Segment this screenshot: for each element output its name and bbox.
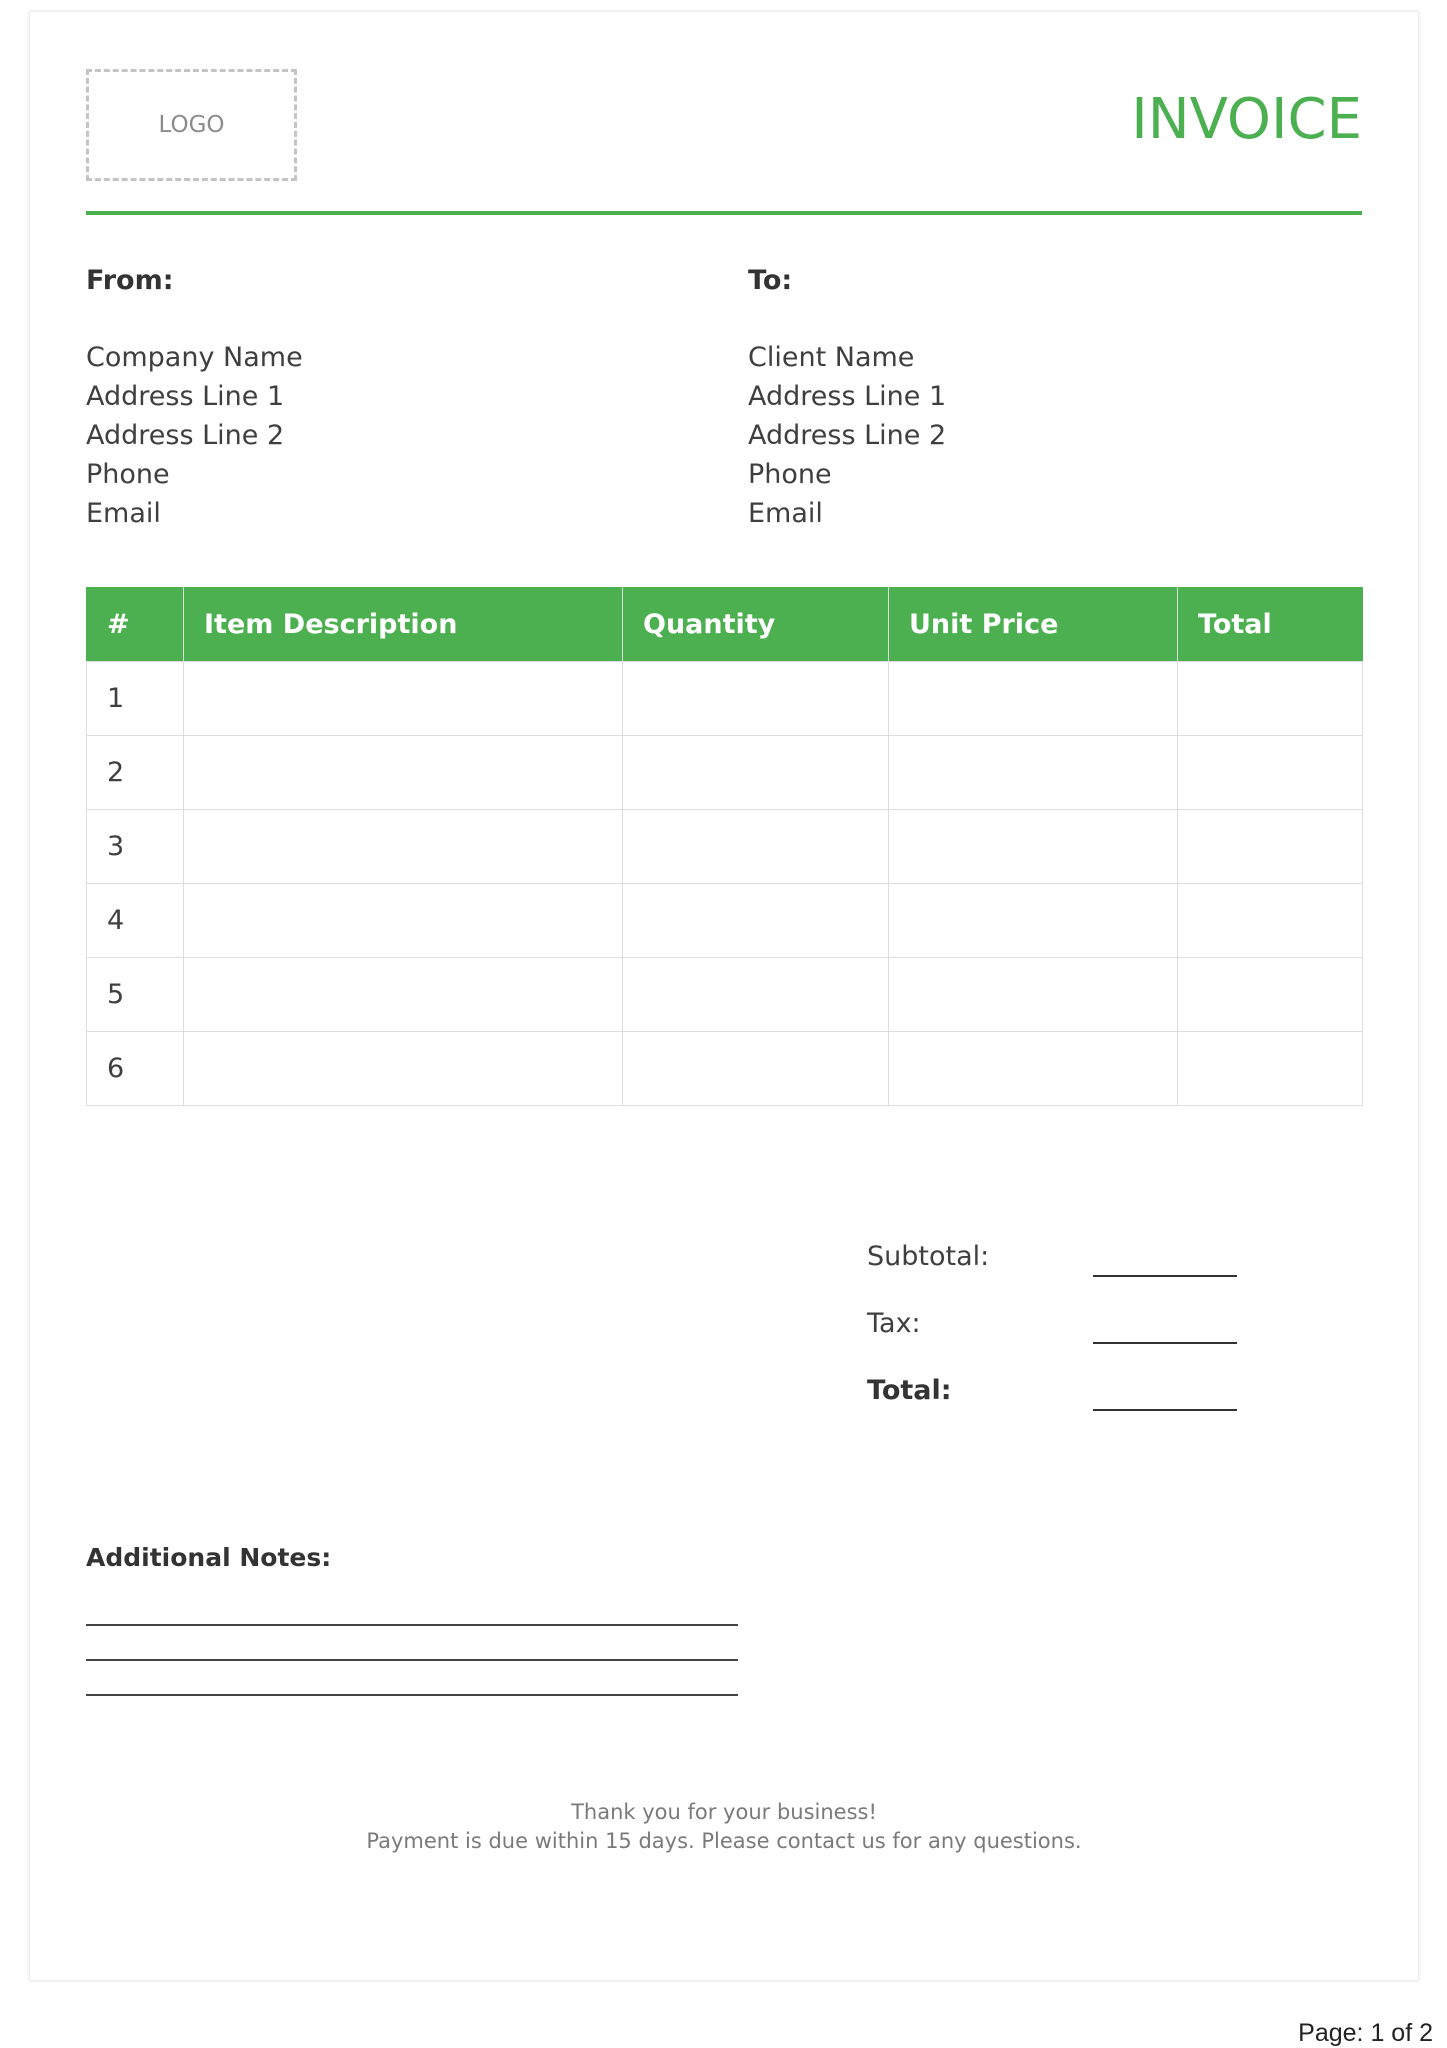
- totals-section: [867, 1240, 1267, 1441]
- quantity-cell[interactable]: [623, 736, 889, 810]
- to-phone: Phone: [748, 459, 832, 490]
- quantity-cell[interactable]: [623, 884, 889, 958]
- invoice-page: [30, 12, 1418, 1980]
- items-table: [86, 587, 1363, 1106]
- from-phone: Phone: [86, 459, 170, 490]
- invoice-title: INVOICE: [1131, 87, 1362, 152]
- to-address-line-1: Address Line 1: [748, 381, 947, 412]
- page-indicator: Page: 1 of 2: [1298, 2019, 1433, 2047]
- footer: [30, 1798, 1418, 1856]
- table-row: [87, 884, 1363, 958]
- from-email: Email: [86, 498, 161, 529]
- table-header-row: [87, 587, 1363, 662]
- unit-price-cell[interactable]: [889, 884, 1178, 958]
- column-header-description: Item Description: [184, 587, 623, 662]
- table-row: [87, 736, 1363, 810]
- header-divider: [86, 211, 1362, 215]
- from-section: [86, 264, 303, 533]
- line-total-cell[interactable]: [1178, 662, 1363, 736]
- unit-price-cell[interactable]: [889, 958, 1178, 1032]
- notes-line-3[interactable]: [86, 1694, 738, 1696]
- table-row: [87, 662, 1363, 736]
- column-header-unit-price: Unit Price: [889, 587, 1178, 662]
- notes-heading: Additional Notes:: [86, 1543, 332, 1572]
- line-total-cell[interactable]: [1178, 1032, 1363, 1106]
- from-company-name: Company Name: [86, 342, 303, 373]
- description-cell[interactable]: [184, 810, 623, 884]
- description-cell[interactable]: [184, 884, 623, 958]
- row-number-cell: 5: [87, 958, 184, 1032]
- quantity-cell[interactable]: [623, 1032, 889, 1106]
- payment-terms: Payment is due within 15 days. Please contact us for any questions.: [366, 1829, 1082, 1853]
- to-client-name: Client Name: [748, 342, 915, 373]
- row-number-cell: 1: [87, 662, 184, 736]
- row-number-cell: 4: [87, 884, 184, 958]
- unit-price-cell[interactable]: [889, 1032, 1178, 1106]
- grand-total-label: Total:: [867, 1375, 952, 1406]
- to-address-line-2: Address Line 2: [748, 420, 947, 451]
- line-total-cell[interactable]: [1178, 884, 1363, 958]
- notes-line-1[interactable]: [86, 1624, 738, 1626]
- unit-price-cell[interactable]: [889, 736, 1178, 810]
- quantity-cell[interactable]: [623, 810, 889, 884]
- description-cell[interactable]: [184, 662, 623, 736]
- table-row: [87, 1032, 1363, 1106]
- column-header-number: #: [87, 587, 184, 662]
- from-heading: From:: [86, 265, 174, 296]
- logo-text: LOGO: [158, 112, 225, 138]
- description-cell[interactable]: [184, 736, 623, 810]
- to-email: Email: [748, 498, 823, 529]
- table-row: [87, 958, 1363, 1032]
- line-total-cell[interactable]: [1178, 958, 1363, 1032]
- from-address-line-1: Address Line 1: [86, 381, 285, 412]
- row-number-cell: 3: [87, 810, 184, 884]
- to-section: [748, 264, 946, 533]
- grand-total-field[interactable]: [1093, 1409, 1237, 1411]
- description-cell[interactable]: [184, 1032, 623, 1106]
- subtotal-row: [867, 1240, 1267, 1307]
- row-number-cell: 2: [87, 736, 184, 810]
- unit-price-cell[interactable]: [889, 810, 1178, 884]
- line-total-cell[interactable]: [1178, 736, 1363, 810]
- subtotal-field[interactable]: [1093, 1275, 1237, 1277]
- thank-you-message: Thank you for your business!: [571, 1800, 877, 1824]
- subtotal-label: Subtotal:: [867, 1241, 990, 1272]
- quantity-cell[interactable]: [623, 958, 889, 1032]
- table-row: [87, 810, 1363, 884]
- line-total-cell[interactable]: [1178, 810, 1363, 884]
- to-heading: To:: [748, 265, 793, 296]
- column-header-total: Total: [1178, 587, 1363, 662]
- from-address-line-2: Address Line 2: [86, 420, 285, 451]
- column-header-quantity: Quantity: [623, 587, 889, 662]
- grand-total-row: [867, 1374, 1267, 1441]
- tax-label: Tax:: [867, 1308, 921, 1339]
- description-cell[interactable]: [184, 958, 623, 1032]
- logo-placeholder: [86, 69, 297, 181]
- row-number-cell: 6: [87, 1032, 184, 1106]
- tax-row: [867, 1307, 1267, 1374]
- unit-price-cell[interactable]: [889, 662, 1178, 736]
- notes-line-2[interactable]: [86, 1659, 738, 1661]
- tax-field[interactable]: [1093, 1342, 1237, 1344]
- quantity-cell[interactable]: [623, 662, 889, 736]
